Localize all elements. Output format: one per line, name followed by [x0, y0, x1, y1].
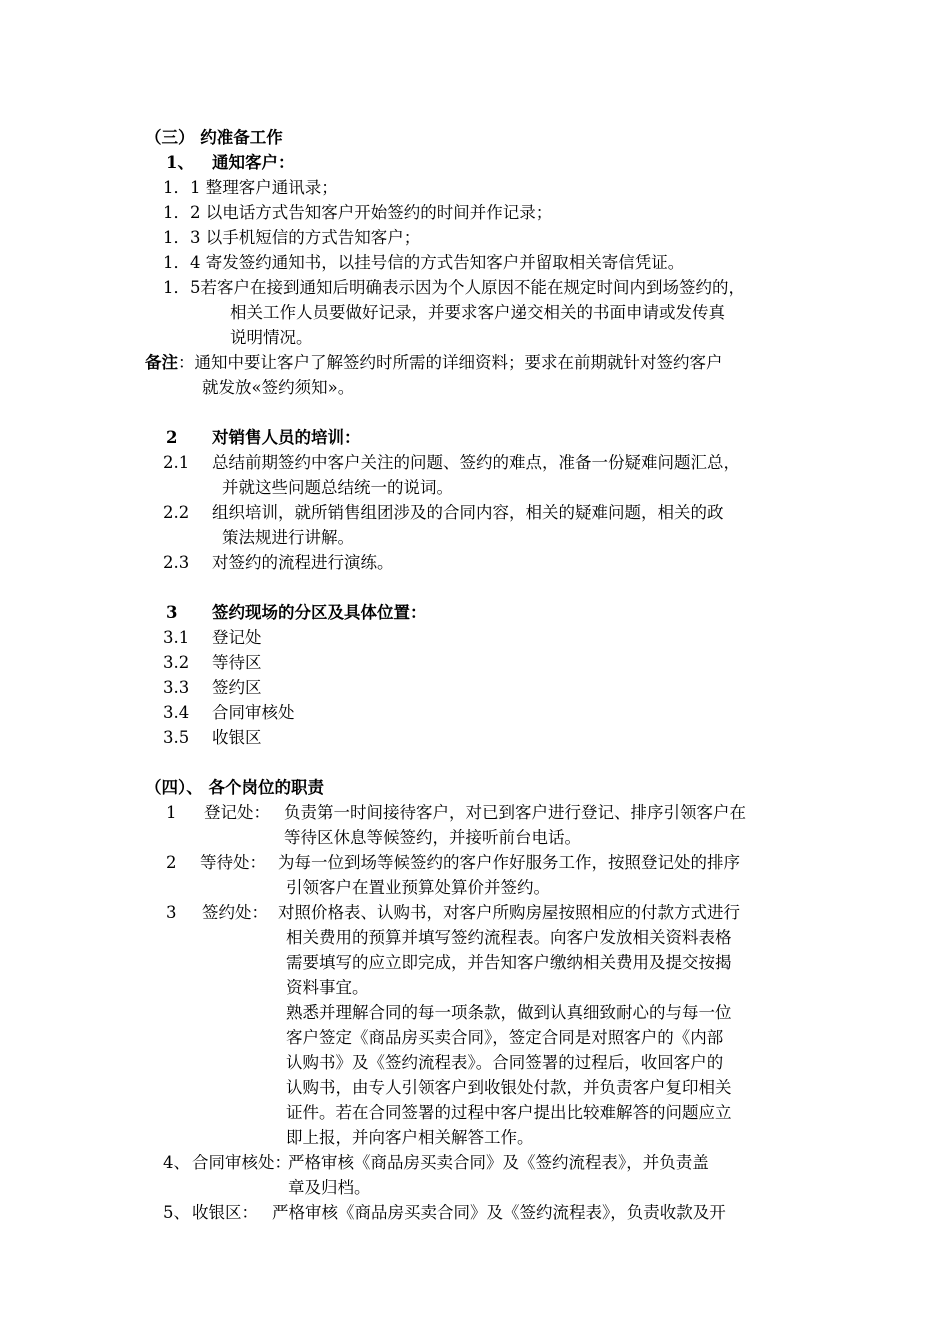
duty-3-line-1: 对照价格表、认购书，对客户所购房屋按照相应的付款方式进行: [278, 903, 740, 922]
item-3-2-text: 等待区: [212, 653, 262, 672]
duty-1-label: 登记处：: [204, 803, 270, 822]
duty-3-line-8: 认购书，由专人引领客户到收银处付款，并负责客户复印相关: [286, 1078, 732, 1097]
section-3-title: （三） 约准备工作: [145, 128, 283, 147]
item-3-1-text: 登记处: [212, 628, 262, 647]
note-line-2: 就发放«签约须知»。: [202, 378, 355, 397]
item-1-sub-3: 1．3 以手机短信的方式告知客户；: [163, 228, 421, 247]
item-2-heading: 对销售人员的培训：: [212, 428, 361, 447]
item-1-sub-5-cont-2: 说明情况。: [230, 328, 313, 347]
duty-3-line-7: 认购书》及《签约流程表》。合同签署的过程后，收回客户的: [286, 1053, 724, 1072]
item-3-3-number: 3.3: [163, 678, 190, 697]
note-line-1: [145, 352, 723, 374]
item-2-1-text-1: 总结前期签约中客户关注的问题、签约的难点，准备一份疑难问题汇总，: [212, 453, 740, 472]
duty-1-line-2: 等待区休息等候签约，并接听前台电话。: [284, 828, 581, 847]
item-1-heading: 通知客户：: [212, 153, 295, 172]
item-3-5-text: 收银区: [212, 728, 262, 747]
item-2-3-number: 2.3: [163, 553, 190, 572]
duty-2-label: 等待处：: [200, 853, 266, 872]
duty-5-number: 5、: [163, 1203, 190, 1222]
duty-1-line-1: 负责第一时间接待客户，对已到客户进行登记、排序引领客户在: [284, 803, 746, 822]
item-2-2-text-2: 策法规进行讲解。: [222, 528, 354, 547]
item-1-sub-5: 1．5若客户在接到通知后明确表示因为个人原因不能在规定时间内到场签约的，: [163, 278, 745, 297]
item-1-sub-4: 1．4 寄发签约通知书，以挂号信的方式告知客户并留取相关寄信凭证。: [163, 253, 685, 272]
duty-3-line-6: 客户签定《商品房买卖合同》，签定合同是对照客户的《内部: [286, 1028, 724, 1047]
duty-3-line-2: 相关费用的预算并填写签约流程表。向客户发放相关资料表格: [286, 928, 732, 947]
duty-3-line-4: 资料事宜。: [286, 978, 369, 997]
item-1-sub-1: 1．1 整理客户通讯录；: [163, 178, 338, 197]
duty-3-line-3: 需要填写的应立即完成，并告知客户缴纳相关费用及提交按揭: [286, 953, 732, 972]
item-2-2-text-1: 组织培训，就所销售组团涉及的合同内容，相关的疑难问题，相关的政: [212, 503, 724, 522]
note-label: 备注: [145, 353, 178, 372]
item-3-4-text: 合同审核处: [212, 703, 295, 722]
note-text: ：通知中要让客户了解签约时所需的详细资料；要求在前期就针对签约客户: [178, 353, 723, 372]
duty-1-number: 1: [166, 803, 177, 822]
duty-5-line-1: 严格审核《商品房买卖合同》及《签约流程表》，负责收款及开: [272, 1203, 726, 1222]
duty-4-line-2: 章及归档。: [288, 1178, 371, 1197]
duty-3-label: 签约处：: [202, 903, 268, 922]
item-1-number: 1、: [166, 153, 194, 172]
section-4-title: （四）、 各个岗位的职责: [145, 778, 324, 797]
item-2-3-text: 对签约的流程进行演练。: [212, 553, 394, 572]
duty-3-line-9: 证件。若在合同签署的过程中客户提出比较难解答的问题应立: [286, 1103, 732, 1122]
duty-2-number: 2: [166, 853, 177, 872]
item-2-1-text-2: 并就这些问题总结统一的说词。: [222, 478, 453, 497]
duty-4-line-1: 严格审核《商品房买卖合同》及《签约流程表》，并负责盖: [288, 1153, 709, 1172]
duty-4-number: 4、: [163, 1153, 190, 1172]
item-3-4-number: 3.4: [163, 703, 190, 722]
item-3-heading: 签约现场的分区及具体位置：: [212, 603, 427, 622]
item-3-5-number: 3.5: [163, 728, 190, 747]
duty-3-line-10: 即上报，并向客户相关解答工作。: [286, 1128, 534, 1147]
duty-5-label: 收银区：: [192, 1203, 258, 1222]
item-3-2-number: 3.2: [163, 653, 190, 672]
duty-2-line-2: 引领客户在置业预算处算价并签约。: [286, 878, 550, 897]
item-3-number: 3: [166, 603, 178, 622]
duty-2-line-1: 为每一位到场等候签约的客户作好服务工作，按照登记处的排序: [278, 853, 740, 872]
duty-4-label: 合同审核处：: [192, 1153, 291, 1172]
duty-3-line-5: 熟悉并理解合同的每一项条款，做到认真细致耐心的与每一位: [286, 1003, 732, 1022]
item-2-number: 2: [166, 428, 178, 447]
item-3-1-number: 3.1: [163, 628, 190, 647]
item-2-2-number: 2.2: [163, 503, 190, 522]
item-3-3-text: 签约区: [212, 678, 262, 697]
item-1-sub-2: 1．2 以电话方式告知客户开始签约的时间并作记录；: [163, 203, 553, 222]
item-2-1-number: 2.1: [163, 453, 190, 472]
item-1-sub-5-cont-1: 相关工作人员要做好记录，并要求客户递交相关的书面申请或发传真: [230, 303, 725, 322]
duty-3-number: 3: [166, 903, 177, 922]
